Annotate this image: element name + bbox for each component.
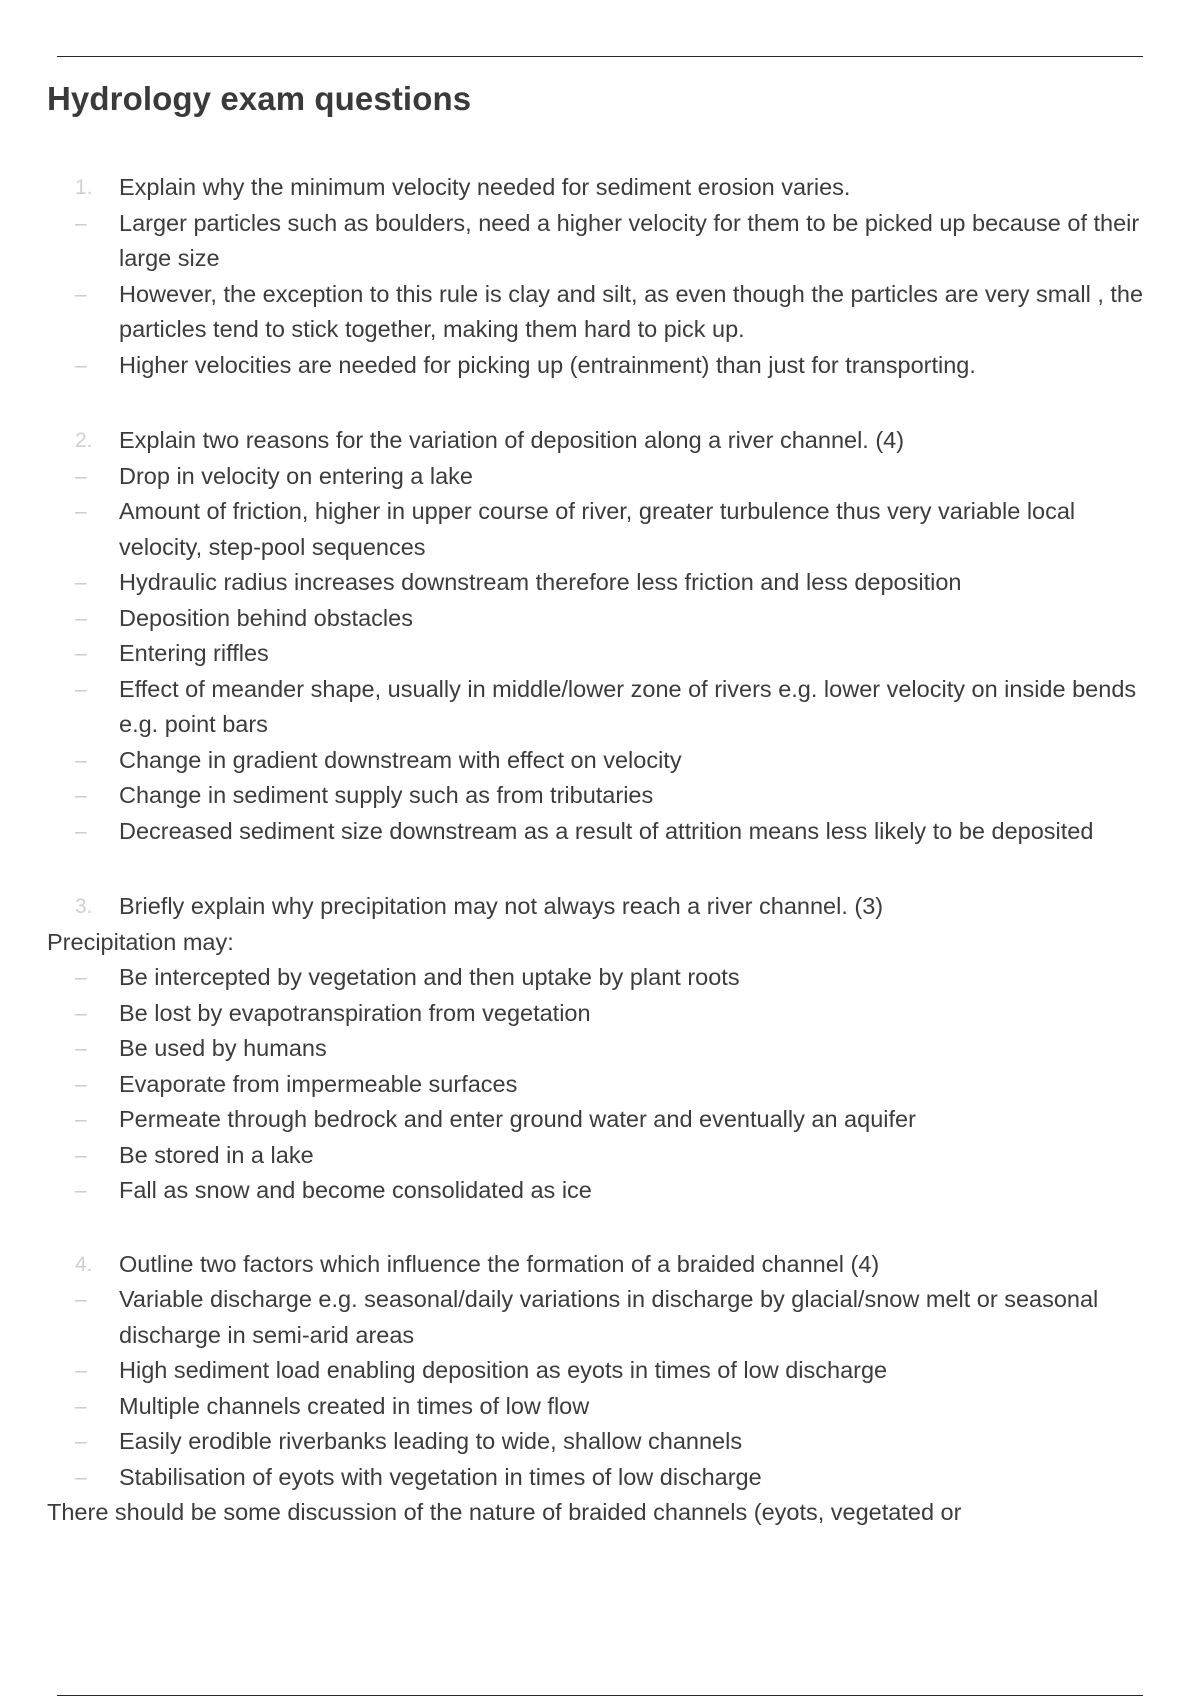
list-number: 2.	[75, 429, 93, 452]
list-item	[47, 960, 1157, 996]
answer-text: Be used by humans	[119, 1035, 327, 1061]
dash-bullet: –	[75, 819, 87, 843]
list-item	[47, 743, 1157, 779]
dash-bullet: –	[75, 606, 87, 630]
list-item	[47, 1353, 1157, 1389]
question-line	[47, 1247, 1157, 1283]
dash-bullet: –	[75, 1108, 87, 1131]
answer-text: Be lost by evapotranspiration from vegetation	[119, 999, 591, 1026]
list-number: 4.	[75, 1252, 93, 1276]
answer-text: Decreased sediment size downstream as a result of attrition means less likely to be deposited	[119, 817, 1094, 844]
dash-bullet: –	[75, 748, 87, 772]
dash-bullet: –	[75, 1359, 87, 1382]
list-item	[47, 814, 1157, 850]
answer-text: Change in sediment supply such as from tributaries	[119, 782, 654, 808]
answer-text: Stabilisation of eyots with vegetation in times of low discharge	[119, 1463, 762, 1490]
list-item	[47, 565, 1157, 601]
answer-text: Amount of friction, higher in upper course of river, greater turbulence thus very variable local velocity, step-pool sequences	[119, 498, 1076, 560]
list-item	[47, 1173, 1157, 1209]
dash-bullet: –	[75, 1465, 87, 1489]
list-number: 3.	[75, 895, 93, 918]
answer-text: Fall as snow and become consolidated as ice	[119, 1177, 592, 1203]
question-section-1	[47, 170, 1157, 383]
answer-text: Be intercepted by vegetation and then uptake by plant roots	[119, 964, 740, 990]
dash-bullet: –	[75, 464, 87, 488]
answer-text: Permeate through bedrock and enter ground water and eventually an aquifer	[119, 1106, 916, 1132]
question-section-3	[47, 889, 1157, 1209]
question-text: Explain why the minimum velocity needed for sediment erosion varies.	[119, 174, 851, 200]
dash-bullet: –	[75, 500, 87, 523]
answer-text: Higher velocities are needed for picking up (entrainment) than just for transporting.	[119, 351, 976, 378]
dash-bullet: –	[75, 282, 87, 306]
list-item	[47, 672, 1157, 743]
list-number: 1.	[75, 176, 93, 199]
dash-bullet: –	[75, 1072, 87, 1096]
question-line	[47, 423, 1157, 459]
page-title: Hydrology exam questions	[47, 80, 472, 117]
dash-bullet: –	[75, 642, 87, 665]
answer-text: Effect of meander shape, usually in middle/lower zone of rivers e.g. lower velocity on inside bends e.g. point bars	[119, 675, 1137, 737]
dash-bullet: –	[75, 677, 87, 701]
answer-text: Deposition behind obstacles	[119, 604, 413, 631]
question-line	[47, 170, 1157, 206]
list-item	[47, 1031, 1157, 1067]
list-item	[47, 494, 1157, 565]
answer-text: However, the exception to this rule is clay and silt, as even though the particles are very small , the particles tend to stick together, making them hard to pick up.	[119, 280, 1144, 342]
dash-bullet: –	[75, 1143, 87, 1167]
list-item	[47, 778, 1157, 814]
answer-text: Be stored in a lake	[119, 1141, 314, 1168]
dash-bullet: –	[75, 784, 87, 807]
answer-text: Hydraulic radius increases downstream therefore less friction and less deposition	[119, 569, 962, 595]
dash-bullet: –	[75, 966, 87, 989]
question-line	[47, 889, 1157, 925]
question-text: Explain two reasons for the variation of deposition along a river channel. (4)	[119, 427, 905, 453]
answer-text: Easily erodible riverbanks leading to wide, shallow channels	[119, 1428, 743, 1454]
question-section-4	[47, 1247, 1157, 1531]
document-body	[47, 170, 1157, 1531]
list-item	[47, 206, 1157, 277]
answer-text: Larger particles such as boulders, need a higher velocity for them to be picked up because of their large size	[119, 209, 1140, 271]
list-item	[47, 459, 1157, 495]
dash-bullet: –	[75, 1394, 87, 1418]
answer-text: Multiple channels created in times of low flow	[119, 1392, 590, 1419]
answer-text: Evaporate from impermeable surfaces	[119, 1070, 518, 1097]
dash-bullet: –	[75, 1037, 87, 1060]
list-item	[47, 1389, 1157, 1425]
dash-bullet: –	[75, 571, 87, 594]
dash-bullet: –	[75, 1001, 87, 1025]
answer-text: Entering riffles	[119, 640, 269, 666]
list-item	[47, 1424, 1157, 1460]
dash-bullet: –	[75, 1430, 87, 1453]
list-item	[47, 1282, 1157, 1353]
answer-text: Variable discharge e.g. seasonal/daily variations in discharge by glacial/snow melt or seasonal discharge in semi-arid areas	[119, 1286, 1099, 1348]
answer-text: High sediment load enabling deposition as eyots in times of low discharge	[119, 1357, 888, 1383]
outro-text: There should be some discussion of the nature of braided channels (eyots, vegetated or	[47, 1499, 962, 1525]
dash-bullet: –	[75, 353, 87, 377]
list-item	[47, 277, 1157, 348]
list-item	[47, 1102, 1157, 1138]
answer-text: Drop in velocity on entering a lake	[119, 462, 474, 489]
question-text: Outline two factors which influence the formation of a braided channel (4)	[119, 1250, 880, 1277]
question-section-2	[47, 423, 1157, 849]
question-text: Briefly explain why precipitation may not always reach a river channel. (3)	[119, 893, 884, 919]
list-item	[47, 601, 1157, 637]
list-item	[47, 348, 1157, 384]
list-item	[47, 636, 1157, 672]
answer-text: Change in gradient downstream with effect on velocity	[119, 746, 682, 773]
list-item	[47, 996, 1157, 1032]
dash-bullet: –	[75, 211, 87, 235]
list-item	[47, 1138, 1157, 1174]
dash-bullet: –	[75, 1179, 87, 1202]
top-rule	[57, 56, 1143, 57]
dash-bullet: –	[75, 1288, 87, 1311]
intro-text: Precipitation may:	[47, 928, 234, 955]
list-item	[47, 1067, 1157, 1103]
bottom-rule	[57, 1695, 1143, 1696]
list-item	[47, 1460, 1157, 1496]
